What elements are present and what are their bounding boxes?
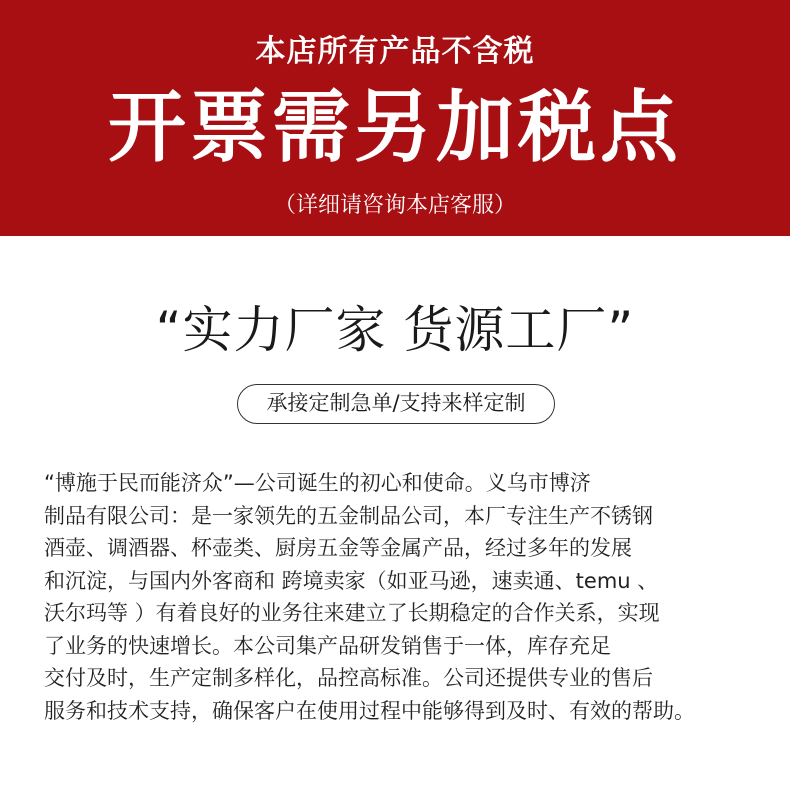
invoice-headline: 开票需另加税点 [107, 83, 682, 173]
paragraph-line: 了业务的快速增长。本公司集产品研发销售于一体，库存充足 [44, 633, 611, 658]
paragraph-line: 交付及时，生产定制多样化，品控高标准。公司还提供专业的售后 [44, 666, 653, 690]
custom-order-badge: 承接定制急单/支持来样定制 [237, 384, 555, 424]
red-banner [0, 0, 790, 236]
company-description [44, 467, 784, 727]
paragraph-line: 和沉淀，与国内外客商和 跨境卖家（如亚马逊，速卖通、temu 、 [44, 568, 659, 593]
contact-service-note: （详细请咨询本店客服） [273, 193, 516, 218]
slogan: “实力厂家 货源工厂” [155, 301, 635, 359]
paragraph-line: 制品有限公司：是一家领先的五金制品公司，本厂专注生产不锈钢 [44, 503, 653, 528]
paragraph-line: “博施于民而能济众”—公司诞生的初心和使命。义乌市博济 [44, 471, 591, 495]
tax-notice: 本店所有产品不含税 [255, 34, 535, 69]
paragraph-line: 沃尔玛等 ）有着良好的业务往来建立了长期稳定的合作关系，实现 [44, 601, 660, 625]
paragraph-line: 服务和技术支持，确保客户在使用过程中能够得到及时、有效的帮助。 [44, 698, 695, 723]
paragraph-line: 酒壶、调酒器、杯壶类、厨房五金等金属产品，经过多年的发展 [44, 536, 632, 560]
